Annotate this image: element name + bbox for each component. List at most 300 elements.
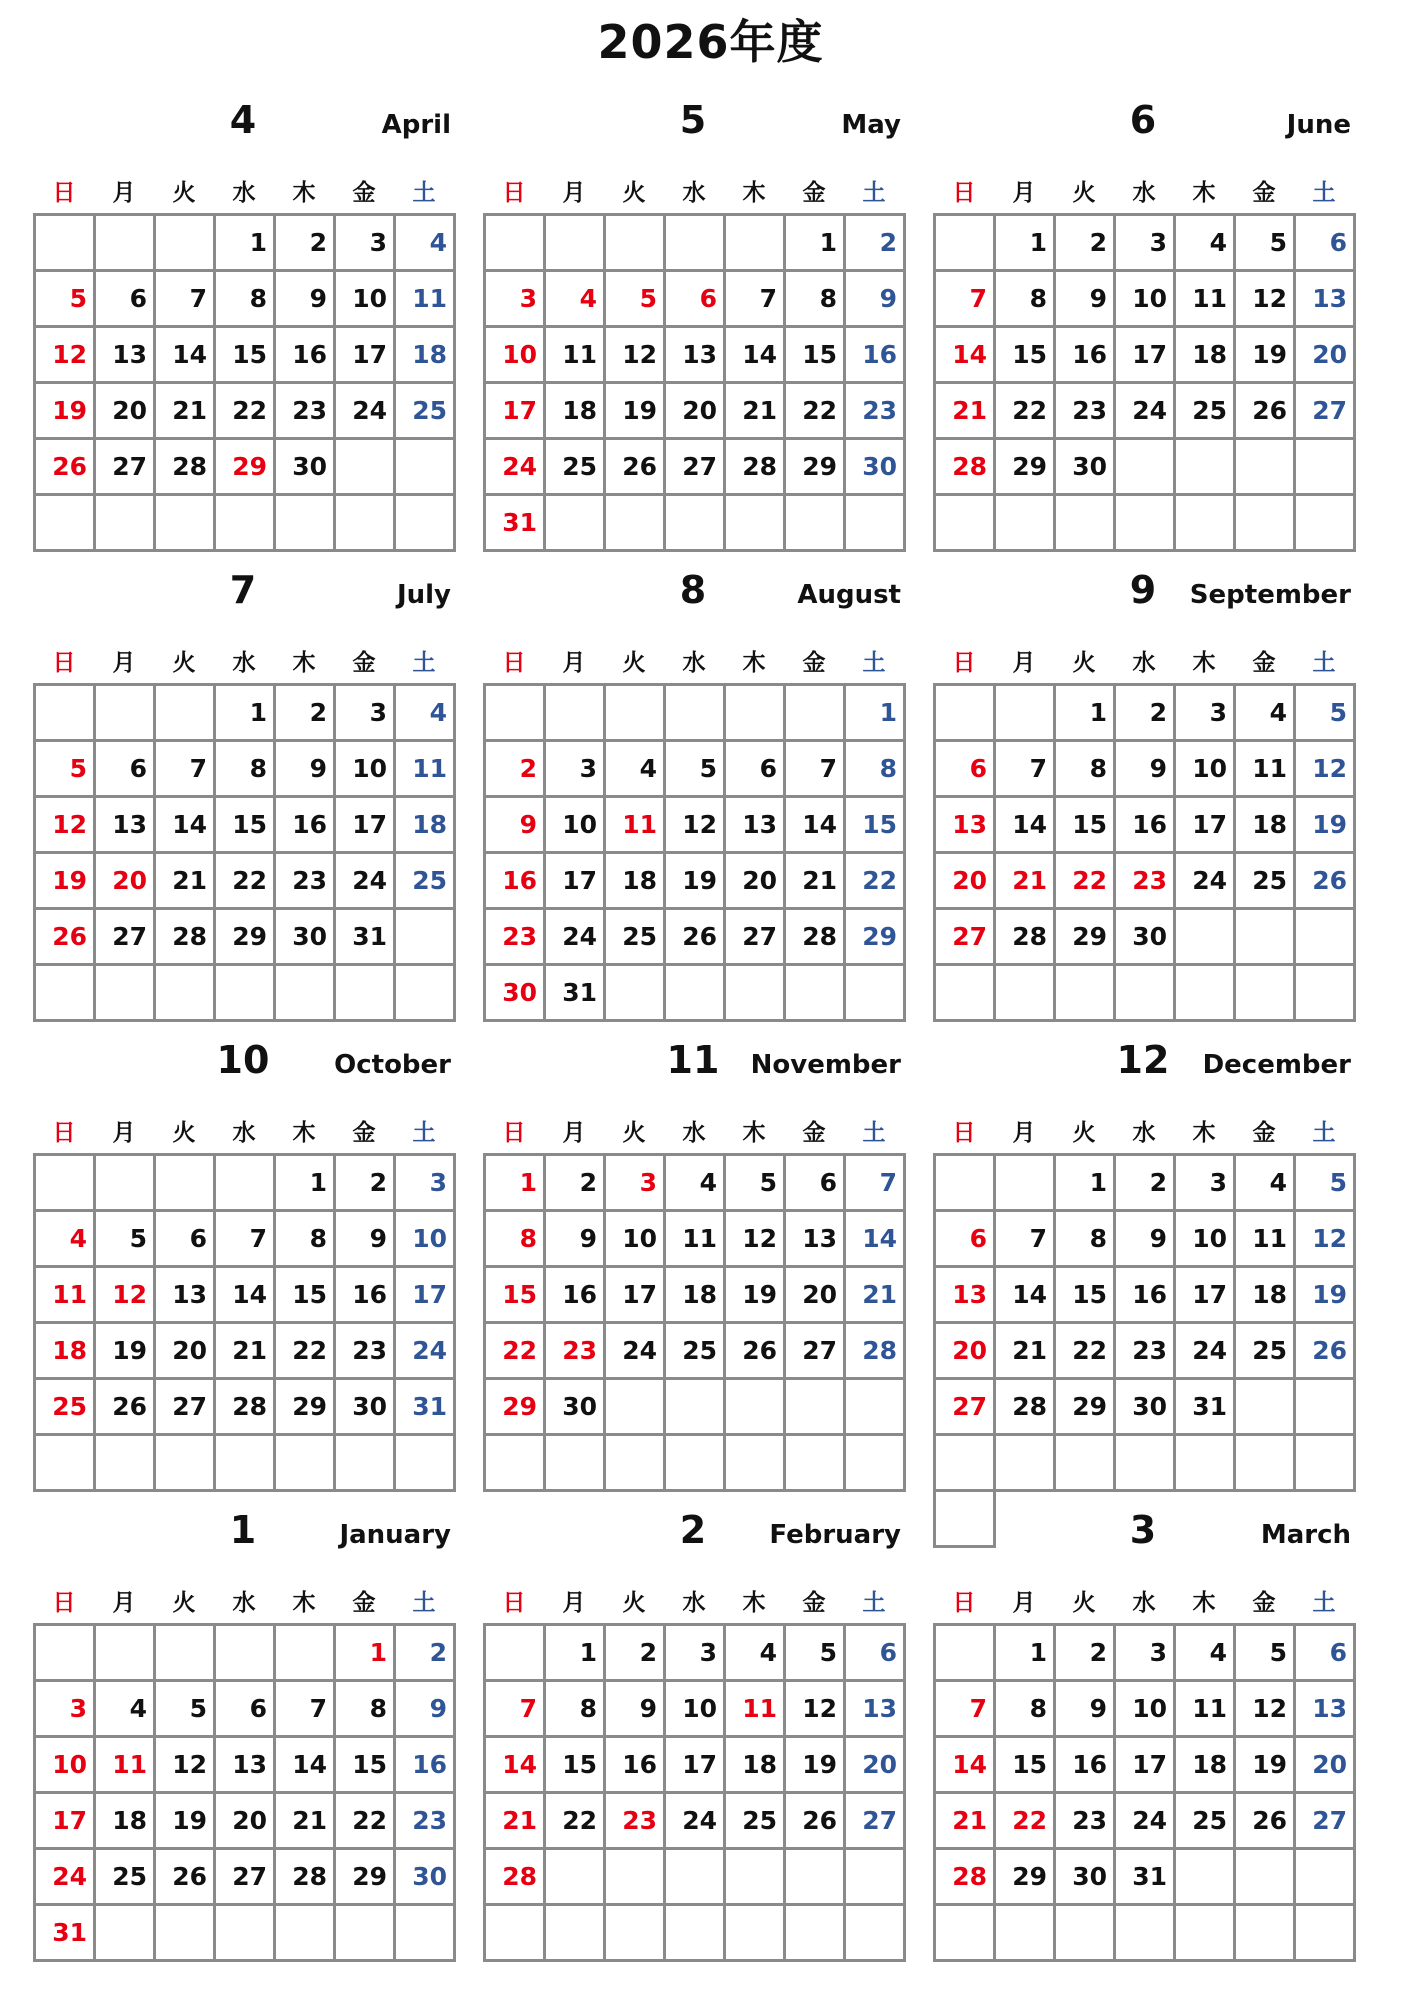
day-cell: 12 — [726, 1212, 786, 1268]
day-cell: 15 — [486, 1268, 546, 1324]
weekday-label: 水 — [1132, 180, 1156, 206]
day-cell: 27 — [786, 1324, 846, 1380]
day-cell: 25 — [1176, 384, 1236, 440]
month-header — [933, 1508, 1355, 1578]
day-cell: 24 — [396, 1324, 456, 1380]
empty-cell — [1176, 1906, 1236, 1962]
weekday-label: 土 — [862, 650, 886, 676]
month-name: May — [841, 110, 901, 140]
day-cell: 13 — [216, 1738, 276, 1794]
weekday-label: 金 — [352, 650, 376, 676]
weekday-label: 火 — [172, 180, 196, 206]
day-cell: 19 — [786, 1738, 846, 1794]
day-cell: 5 — [606, 272, 666, 328]
day-cell: 14 — [996, 1268, 1056, 1324]
day-cell: 18 — [1236, 798, 1296, 854]
month-panel — [933, 1038, 1355, 1548]
weekday-label: 日 — [952, 650, 976, 676]
day-cell: 3 — [36, 1682, 96, 1738]
day-cell: 24 — [336, 854, 396, 910]
day-cell: 17 — [1116, 1738, 1176, 1794]
day-cell: 29 — [1056, 910, 1116, 966]
day-cell: 15 — [1056, 798, 1116, 854]
day-cell: 24 — [1116, 384, 1176, 440]
day-cell: 23 — [606, 1794, 666, 1850]
empty-cell — [846, 1380, 906, 1436]
weekday-label: 日 — [952, 1120, 976, 1146]
day-cell: 27 — [1296, 1794, 1356, 1850]
day-cell: 19 — [1296, 798, 1356, 854]
empty-cell — [1236, 1906, 1296, 1962]
weekday-label: 日 — [502, 650, 526, 676]
empty-cell — [726, 1436, 786, 1492]
day-cell: 26 — [726, 1324, 786, 1380]
day-cell: 3 — [666, 1626, 726, 1682]
day-cell: 24 — [666, 1794, 726, 1850]
day-cell: 16 — [276, 328, 336, 384]
day-grid — [33, 683, 456, 1022]
weekday-label: 金 — [1252, 1120, 1276, 1146]
month-number: 4 — [229, 98, 257, 142]
weekday-label: 土 — [412, 650, 436, 676]
empty-cell — [606, 1436, 666, 1492]
day-grid — [933, 1623, 1356, 1962]
month-number: 7 — [229, 568, 257, 612]
day-cell: 13 — [726, 798, 786, 854]
day-grid — [33, 1623, 456, 1962]
day-cell: 29 — [846, 910, 906, 966]
day-cell: 6 — [96, 272, 156, 328]
day-cell: 17 — [606, 1268, 666, 1324]
empty-cell — [216, 1906, 276, 1962]
empty-cell — [1296, 910, 1356, 966]
day-cell: 9 — [846, 272, 906, 328]
day-cell: 25 — [666, 1324, 726, 1380]
month-name: September — [1189, 580, 1351, 610]
empty-cell — [276, 1626, 336, 1682]
day-cell: 13 — [936, 1268, 996, 1324]
day-cell: 18 — [726, 1738, 786, 1794]
day-cell: 7 — [216, 1212, 276, 1268]
day-cell: 15 — [276, 1268, 336, 1324]
weekday-label: 土 — [862, 1120, 886, 1146]
day-cell: 6 — [936, 1212, 996, 1268]
empty-cell — [1296, 1850, 1356, 1906]
empty-cell — [96, 686, 156, 742]
day-cell: 1 — [276, 1156, 336, 1212]
day-cell: 1 — [1056, 1156, 1116, 1212]
day-cell: 24 — [36, 1850, 96, 1906]
empty-cell — [36, 1436, 96, 1492]
weekday-label: 金 — [352, 180, 376, 206]
day-cell: 30 — [546, 1380, 606, 1436]
day-cell: 6 — [726, 742, 786, 798]
day-cell: 30 — [336, 1380, 396, 1436]
empty-cell — [216, 966, 276, 1022]
empty-cell — [156, 1906, 216, 1962]
empty-cell — [846, 1906, 906, 1962]
day-cell: 15 — [216, 798, 276, 854]
weekday-label: 火 — [1072, 1120, 1096, 1146]
day-cell: 21 — [216, 1324, 276, 1380]
day-cell: 25 — [1236, 854, 1296, 910]
day-cell: 7 — [936, 1682, 996, 1738]
month-header — [933, 98, 1355, 168]
day-cell: 15 — [1056, 1268, 1116, 1324]
day-cell: 28 — [216, 1380, 276, 1436]
weekday-header — [484, 638, 905, 683]
empty-cell — [666, 686, 726, 742]
day-cell: 30 — [846, 440, 906, 496]
empty-cell — [276, 1906, 336, 1962]
day-cell: 7 — [726, 272, 786, 328]
month-header — [33, 1038, 455, 1108]
empty-cell — [936, 966, 996, 1022]
day-cell: 3 — [1116, 216, 1176, 272]
weekday-label: 火 — [1072, 180, 1096, 206]
day-cell: 23 — [1056, 1794, 1116, 1850]
empty-cell — [726, 686, 786, 742]
empty-cell — [546, 1436, 606, 1492]
day-cell: 4 — [1176, 1626, 1236, 1682]
empty-cell — [156, 1436, 216, 1492]
day-cell: 19 — [36, 854, 96, 910]
empty-cell — [726, 966, 786, 1022]
day-cell: 20 — [216, 1794, 276, 1850]
empty-cell — [396, 910, 456, 966]
day-cell: 6 — [1296, 216, 1356, 272]
month-header — [483, 98, 905, 168]
day-cell: 22 — [276, 1324, 336, 1380]
day-cell: 10 — [666, 1682, 726, 1738]
day-cell: 20 — [786, 1268, 846, 1324]
day-grid — [483, 213, 906, 552]
day-cell: 23 — [276, 384, 336, 440]
day-cell: 19 — [156, 1794, 216, 1850]
empty-cell — [36, 1626, 96, 1682]
empty-cell — [666, 1850, 726, 1906]
empty-cell — [666, 216, 726, 272]
day-cell: 12 — [36, 328, 96, 384]
empty-cell — [156, 216, 216, 272]
day-cell: 25 — [36, 1380, 96, 1436]
empty-cell — [726, 1380, 786, 1436]
weekday-label: 水 — [682, 1590, 706, 1616]
empty-cell — [786, 1850, 846, 1906]
day-cell: 29 — [276, 1380, 336, 1436]
day-cell: 23 — [396, 1794, 456, 1850]
day-cell: 14 — [996, 798, 1056, 854]
day-cell: 21 — [996, 854, 1056, 910]
day-cell: 19 — [36, 384, 96, 440]
weekday-label: 日 — [52, 1590, 76, 1616]
day-cell: 19 — [666, 854, 726, 910]
day-cell: 17 — [336, 328, 396, 384]
month-panel — [933, 1508, 1355, 1962]
empty-cell — [936, 1626, 996, 1682]
day-cell: 22 — [1056, 1324, 1116, 1380]
day-cell: 24 — [1116, 1794, 1176, 1850]
weekday-label: 金 — [352, 1590, 376, 1616]
weekday-label: 月 — [562, 180, 586, 206]
day-cell: 19 — [1296, 1268, 1356, 1324]
day-cell: 20 — [1296, 328, 1356, 384]
day-cell: 4 — [1236, 686, 1296, 742]
day-cell: 23 — [276, 854, 336, 910]
month-panel — [33, 1508, 455, 1962]
day-cell: 23 — [336, 1324, 396, 1380]
empty-cell — [156, 496, 216, 552]
day-grid — [33, 1153, 456, 1492]
day-cell: 2 — [1056, 1626, 1116, 1682]
day-cell: 20 — [666, 384, 726, 440]
empty-cell — [996, 496, 1056, 552]
day-cell: 6 — [666, 272, 726, 328]
day-cell: 22 — [846, 854, 906, 910]
day-cell: 30 — [276, 910, 336, 966]
empty-cell — [1236, 1436, 1296, 1492]
day-cell: 17 — [396, 1268, 456, 1324]
day-cell: 28 — [996, 910, 1056, 966]
day-cell: 27 — [96, 910, 156, 966]
day-cell: 29 — [996, 1850, 1056, 1906]
day-cell: 28 — [486, 1850, 546, 1906]
day-cell: 2 — [546, 1156, 606, 1212]
day-cell: 15 — [996, 328, 1056, 384]
empty-cell — [486, 686, 546, 742]
day-cell: 12 — [156, 1738, 216, 1794]
day-cell: 29 — [336, 1850, 396, 1906]
day-cell: 17 — [1176, 1268, 1236, 1324]
day-cell: 14 — [936, 1738, 996, 1794]
day-cell: 1 — [786, 216, 846, 272]
day-cell: 14 — [156, 328, 216, 384]
day-cell: 23 — [846, 384, 906, 440]
weekday-label: 木 — [1192, 650, 1216, 676]
month-name: March — [1260, 1520, 1351, 1550]
empty-cell — [936, 496, 996, 552]
day-cell: 21 — [156, 384, 216, 440]
day-cell: 2 — [396, 1626, 456, 1682]
day-cell: 16 — [276, 798, 336, 854]
month-name: January — [339, 1520, 451, 1550]
month-panel — [483, 1508, 905, 1962]
day-cell: 31 — [486, 496, 546, 552]
day-cell: 28 — [936, 1850, 996, 1906]
empty-cell — [36, 1156, 96, 1212]
empty-cell — [996, 966, 1056, 1022]
day-cell: 21 — [786, 854, 846, 910]
day-cell: 8 — [546, 1682, 606, 1738]
day-cell: 7 — [276, 1682, 336, 1738]
day-cell: 11 — [606, 798, 666, 854]
day-cell: 3 — [1176, 1156, 1236, 1212]
month-number: 5 — [679, 98, 707, 142]
weekday-label: 金 — [1252, 1590, 1276, 1616]
empty-cell — [1056, 966, 1116, 1022]
day-cell: 11 — [546, 328, 606, 384]
day-cell: 7 — [846, 1156, 906, 1212]
month-header — [483, 1038, 905, 1108]
day-cell: 11 — [396, 272, 456, 328]
day-cell: 5 — [666, 742, 726, 798]
day-cell: 11 — [726, 1682, 786, 1738]
day-cell: 22 — [486, 1324, 546, 1380]
day-cell: 19 — [726, 1268, 786, 1324]
empty-cell — [606, 966, 666, 1022]
day-cell: 8 — [1056, 1212, 1116, 1268]
day-grid — [933, 683, 1356, 1022]
day-cell: 14 — [276, 1738, 336, 1794]
day-cell: 13 — [786, 1212, 846, 1268]
empty-cell — [996, 1436, 1056, 1492]
day-cell: 19 — [96, 1324, 156, 1380]
day-cell: 22 — [546, 1794, 606, 1850]
weekday-label: 火 — [622, 180, 646, 206]
weekday-label: 水 — [1132, 1590, 1156, 1616]
day-cell: 25 — [396, 854, 456, 910]
day-cell: 15 — [216, 328, 276, 384]
empty-cell — [546, 686, 606, 742]
weekday-label: 月 — [112, 650, 136, 676]
empty-cell — [726, 1906, 786, 1962]
weekday-label: 金 — [802, 180, 826, 206]
weekday-label: 木 — [742, 1120, 766, 1146]
weekday-label: 水 — [682, 180, 706, 206]
empty-cell — [846, 966, 906, 1022]
weekday-label: 水 — [682, 650, 706, 676]
day-cell: 5 — [36, 742, 96, 798]
weekday-label: 日 — [502, 180, 526, 206]
empty-cell — [1176, 440, 1236, 496]
day-cell: 29 — [1056, 1380, 1116, 1436]
day-cell: 29 — [486, 1380, 546, 1436]
day-cell: 2 — [336, 1156, 396, 1212]
month-panel — [33, 1038, 455, 1492]
weekday-header — [934, 168, 1355, 213]
day-grid — [483, 1623, 906, 1962]
day-cell: 21 — [846, 1268, 906, 1324]
empty-cell — [1116, 1906, 1176, 1962]
day-cell: 18 — [96, 1794, 156, 1850]
weekday-label: 月 — [1012, 1590, 1036, 1616]
day-cell: 2 — [1056, 216, 1116, 272]
day-cell: 27 — [1296, 384, 1356, 440]
empty-cell — [96, 1906, 156, 1962]
weekday-label: 水 — [232, 180, 256, 206]
weekday-label: 日 — [502, 1120, 526, 1146]
day-cell: 21 — [996, 1324, 1056, 1380]
day-cell: 20 — [1296, 1738, 1356, 1794]
month-header — [933, 568, 1355, 638]
weekday-label: 月 — [112, 180, 136, 206]
empty-cell — [606, 1850, 666, 1906]
day-cell: 22 — [216, 384, 276, 440]
weekday-header — [934, 1108, 1355, 1153]
day-cell: 28 — [276, 1850, 336, 1906]
day-cell: 13 — [936, 798, 996, 854]
day-cell: 13 — [1296, 272, 1356, 328]
day-cell: 8 — [996, 272, 1056, 328]
day-cell: 29 — [996, 440, 1056, 496]
day-cell: 25 — [96, 1850, 156, 1906]
day-cell: 31 — [36, 1906, 96, 1962]
month-number: 9 — [1129, 568, 1157, 612]
empty-cell — [96, 1156, 156, 1212]
weekday-label: 月 — [562, 650, 586, 676]
day-cell: 5 — [1296, 686, 1356, 742]
day-cell: 16 — [1116, 798, 1176, 854]
day-cell: 31 — [546, 966, 606, 1022]
day-cell: 22 — [336, 1794, 396, 1850]
empty-cell — [1296, 496, 1356, 552]
empty-cell — [1236, 496, 1296, 552]
empty-cell — [1056, 1436, 1116, 1492]
weekday-label: 木 — [292, 650, 316, 676]
day-cell: 18 — [1236, 1268, 1296, 1324]
month-panel — [483, 1038, 905, 1492]
month-number: 6 — [1129, 98, 1157, 142]
month-number: 12 — [1116, 1038, 1170, 1082]
month-panel — [933, 568, 1355, 1022]
empty-cell — [1056, 496, 1116, 552]
weekday-label: 木 — [742, 1590, 766, 1616]
day-cell: 12 — [1236, 1682, 1296, 1738]
empty-cell — [1176, 1436, 1236, 1492]
month-header — [483, 568, 905, 638]
weekday-label: 日 — [952, 180, 976, 206]
day-cell: 11 — [96, 1738, 156, 1794]
day-cell: 4 — [726, 1626, 786, 1682]
empty-cell — [486, 216, 546, 272]
day-cell: 1 — [996, 1626, 1056, 1682]
day-cell: 23 — [1116, 1324, 1176, 1380]
day-cell: 23 — [1056, 384, 1116, 440]
day-cell: 20 — [156, 1324, 216, 1380]
empty-cell — [726, 1850, 786, 1906]
day-cell: 30 — [1056, 440, 1116, 496]
day-cell: 7 — [156, 272, 216, 328]
day-cell: 9 — [276, 272, 336, 328]
empty-cell — [1296, 1380, 1356, 1436]
day-cell: 4 — [1236, 1156, 1296, 1212]
weekday-label: 木 — [1192, 1120, 1216, 1146]
empty-cell — [846, 1850, 906, 1906]
day-cell: 4 — [396, 686, 456, 742]
weekday-label: 木 — [1192, 180, 1216, 206]
day-cell: 26 — [1296, 854, 1356, 910]
empty-cell — [1116, 440, 1176, 496]
day-cell: 8 — [276, 1212, 336, 1268]
day-cell: 12 — [1236, 272, 1296, 328]
day-cell: 20 — [846, 1738, 906, 1794]
day-cell: 21 — [936, 384, 996, 440]
month-number: 11 — [666, 1038, 720, 1082]
day-cell: 25 — [1176, 1794, 1236, 1850]
empty-cell — [96, 1436, 156, 1492]
empty-cell — [936, 216, 996, 272]
day-cell: 27 — [666, 440, 726, 496]
weekday-label: 木 — [742, 180, 766, 206]
day-cell: 10 — [1176, 1212, 1236, 1268]
day-cell: 8 — [336, 1682, 396, 1738]
day-cell: 19 — [1236, 328, 1296, 384]
empty-cell — [216, 1156, 276, 1212]
weekday-label: 月 — [1012, 1120, 1036, 1146]
empty-cell — [1296, 1906, 1356, 1962]
empty-cell — [156, 1156, 216, 1212]
empty-cell — [786, 966, 846, 1022]
